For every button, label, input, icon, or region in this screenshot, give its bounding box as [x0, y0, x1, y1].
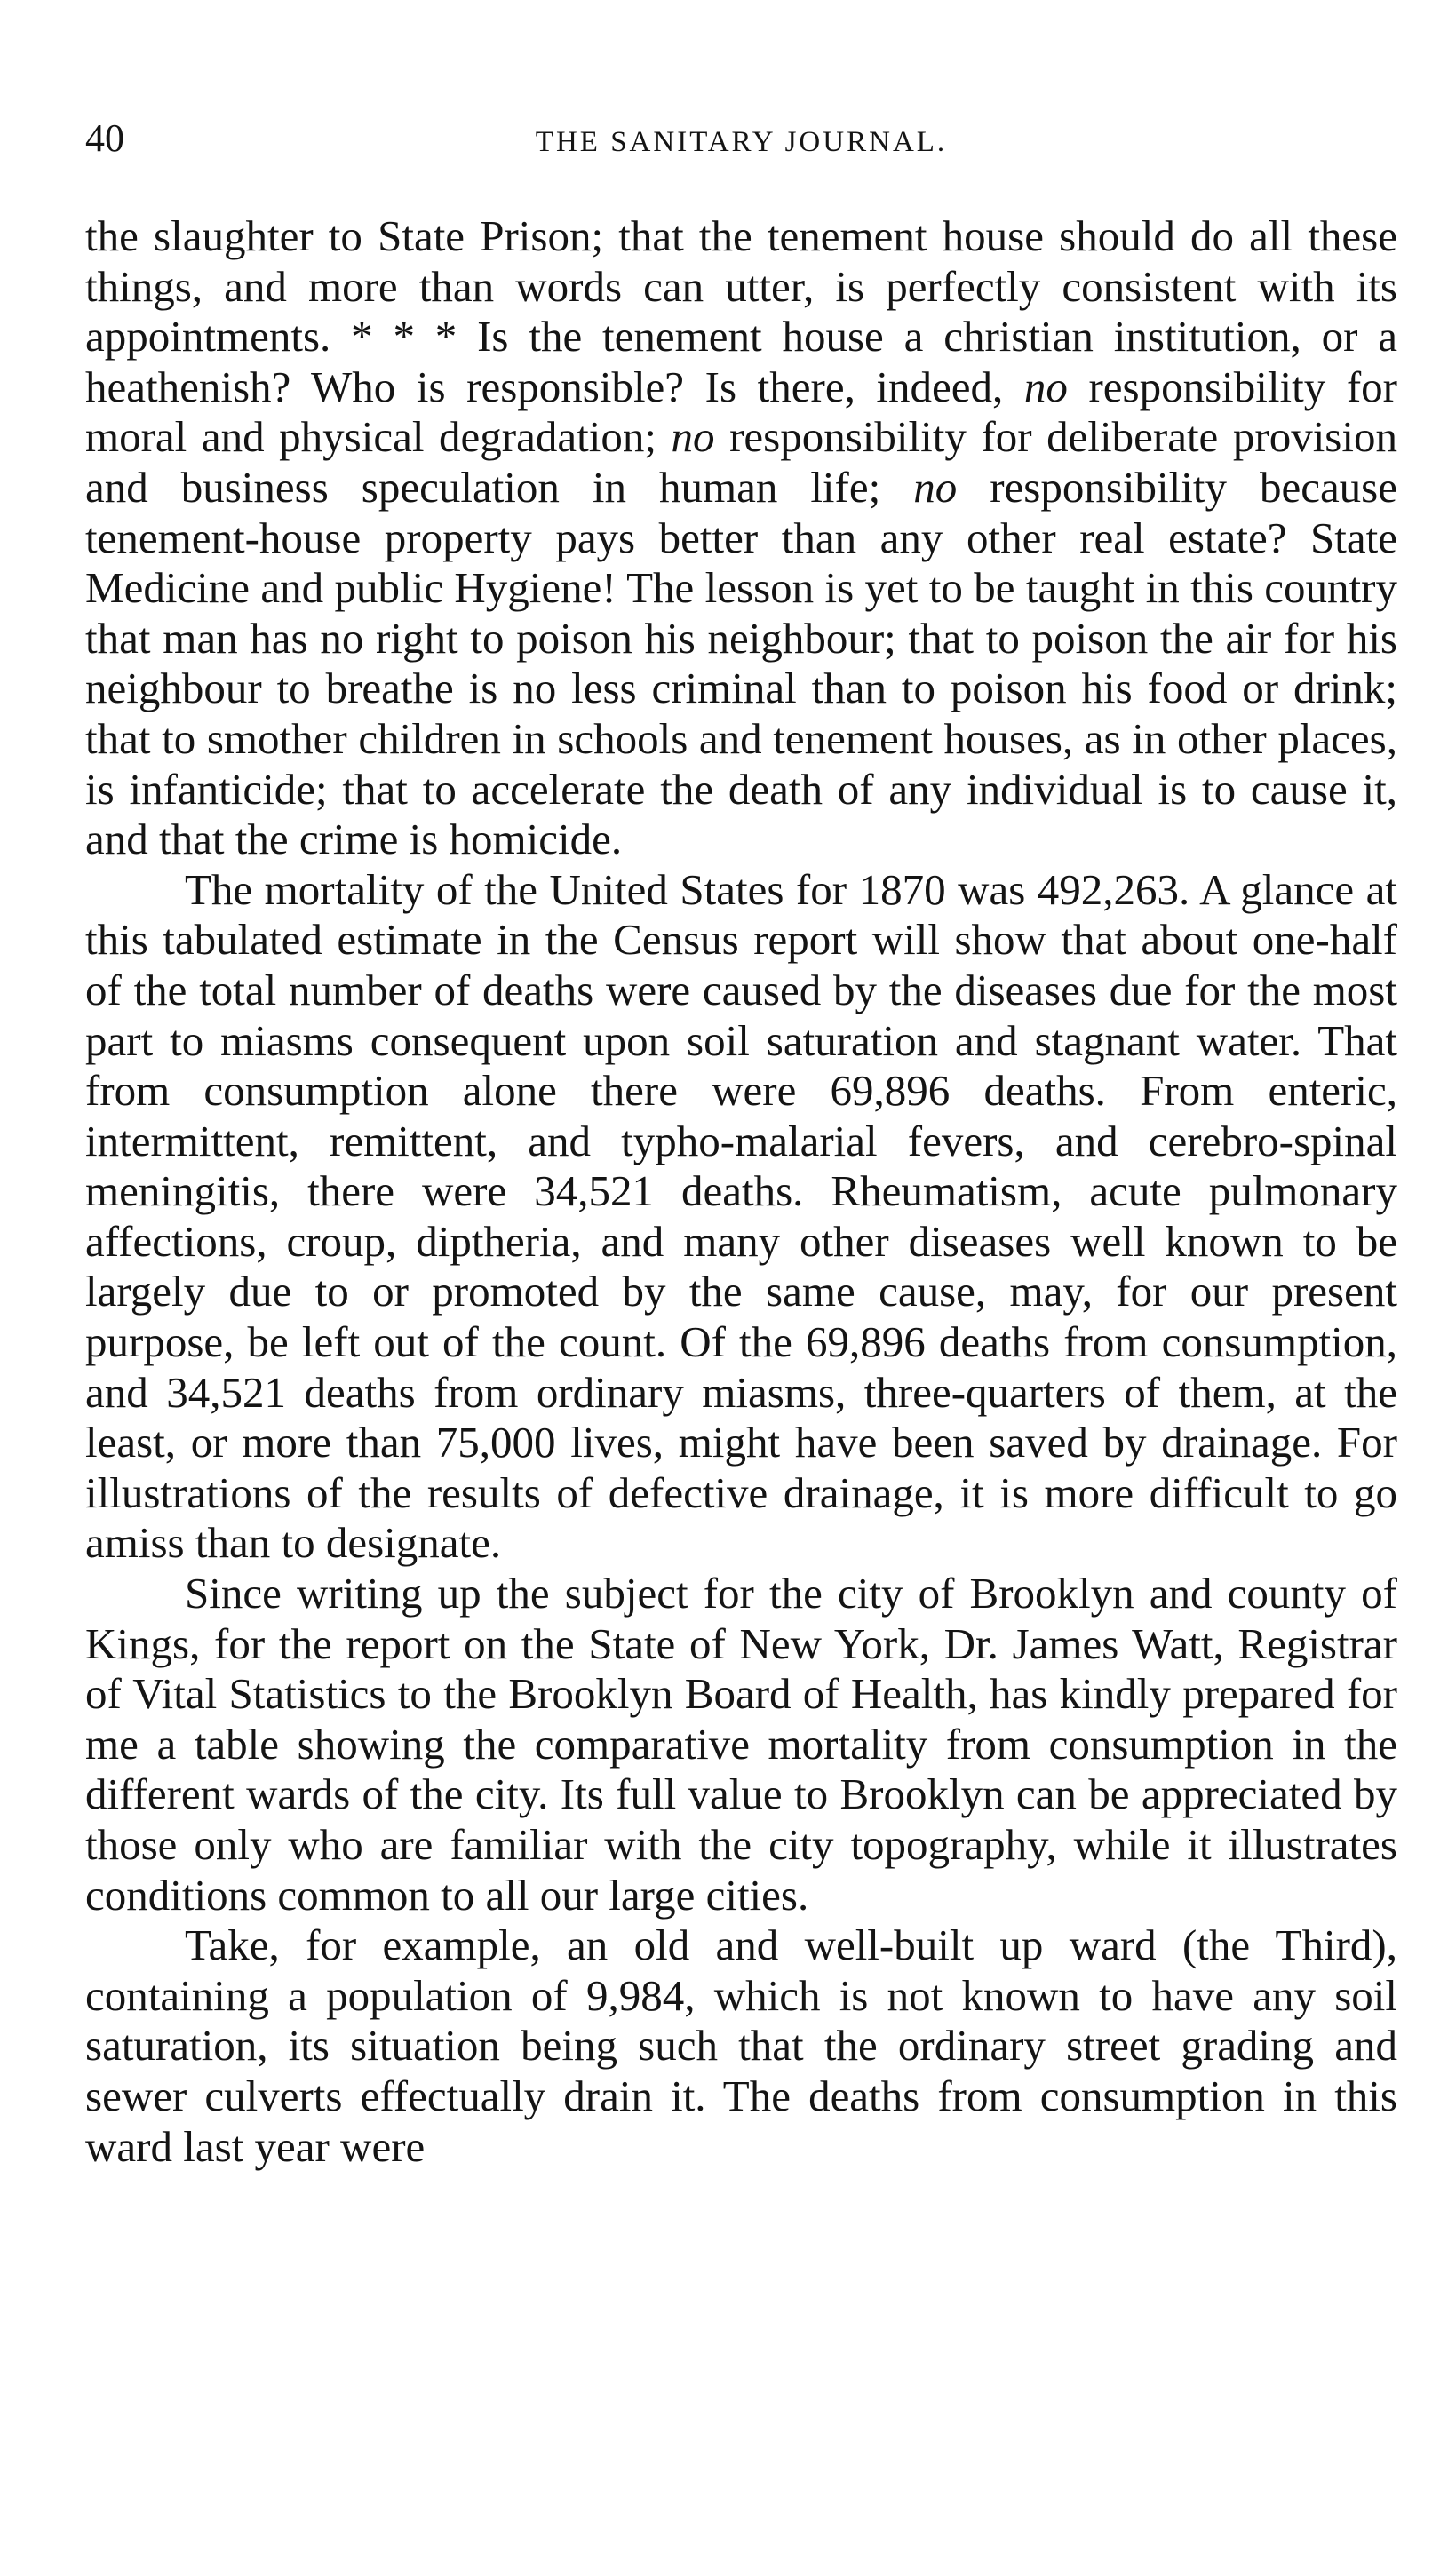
text-run: responsibility because tenement-house property pays better than any other real estate? State Medicine and public Hygiene! The lesson is yet to be taught in this country that man has no right to poison his neighbour; that to poison the air for his neighbour to breathe is no less criminal than to poison his food or drink; that to smother children in schools and tenement houses, as in other places, is infanticide; that to accelerate the death of any individual is to cause it, and that the crime is homicide. — [85, 462, 1398, 864]
paragraph-mortality — [85, 865, 1397, 1569]
page-number: 40 — [85, 116, 124, 160]
paragraph-third-ward — [85, 1920, 1397, 2172]
body-text — [85, 211, 1397, 2172]
journal-title: THE SANITARY JOURNAL. — [535, 126, 948, 158]
italic-text: no — [913, 462, 958, 512]
text-run: responsibility for moral and physical degradation; — [85, 362, 1397, 462]
text-run: Take, for example, an old and well-built up ward (the Third), containing a population of 9,984, which is not known to have any soil saturation, its situation being such that the ordinary street grading and sewer culverts effectually drain it. The deaths from consumption in this ward last year were — [85, 1920, 1397, 2171]
text-run: The mortality of the United States for 1870 was 492,263. A glance at this tabulated estimate in the Census report will show that about one-half of the total number of deaths were caused by the diseases due for the most part to miasms consequent upon soil saturation and stagnant water. That from consumption alone there were 69,896 deaths. From enteric, intermittent, remittent, and typho-malarial fevers, and cerebro-spinal meningitis, there were 34,521 deaths. Rheumatism, acute pulmonary affections, croup, diptheria, and many other diseases well known to be largely due to or promoted by the same cause, may, for our present purpose, be left out of the count. Of the 69,896 deaths from consumption, and 34,521 deaths from ordinary miasms, three-quarters of them, at the least, or more than 75,000 lives, might have been saved by drainage. For illustrations of the results of defective drainage, it is more difficult to go amiss than to designate. — [85, 864, 1397, 1568]
text-run: responsibility for deliberate provision and business speculation in human life; — [85, 412, 1397, 512]
page — [85, 115, 1397, 2172]
italic-text: no — [1023, 362, 1068, 411]
text-run: the slaughter to State Prison; that the tenement house should do all these things, and more than words can utter, is perfectly consistent with its appointments. * * * Is the tenement house a christian institution, or a heathenish? Who is responsible? Is there, indeed, — [85, 211, 1397, 411]
italic-text: no — [671, 412, 715, 462]
paragraph-continued — [85, 211, 1397, 865]
paragraph-brooklyn — [85, 1569, 1397, 1920]
running-head — [85, 115, 1397, 169]
text-run: Since writing up the subject for the city of Brooklyn and county of Kings, for the report on the State of New York, Dr. James Watt, Registrar of Vital Statistics to the Brooklyn Board of Health, has kindly prepared for me a table showing the comparative mortality from consumption in the different wards of the city. Its full value to Brooklyn can be appreciated by those only who are familiar with the city topography, while it illustrates conditions common to all our large cities. — [85, 1569, 1397, 1920]
